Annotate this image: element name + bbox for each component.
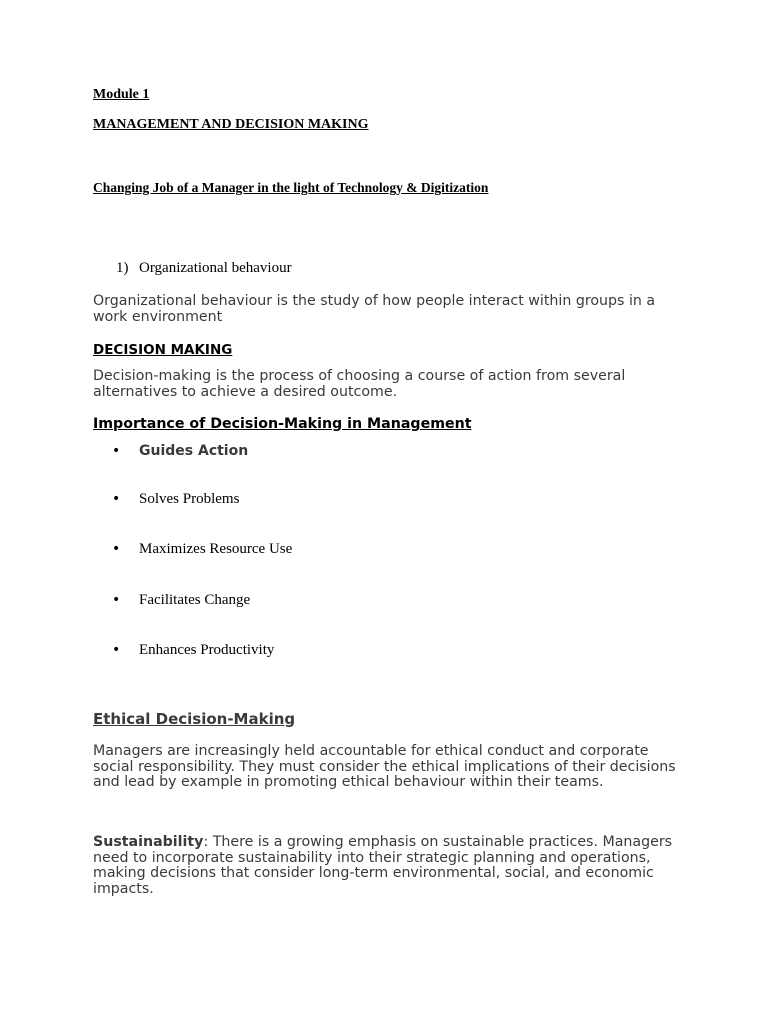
section-heading: Changing Job of a Manager in the light of Technology & Digitization: [93, 180, 489, 195]
list-item-text: Organizational behaviour: [139, 260, 292, 276]
bullet-icon: •: [112, 541, 121, 557]
bullet-text: Facilitates Change: [139, 592, 251, 608]
bullet-icon: •: [112, 592, 121, 608]
bullet-list-item: [112, 591, 250, 609]
bullet-icon: •: [112, 443, 121, 459]
bullet-list-item: [112, 442, 248, 460]
sustainability-text: : There is a growing emphasis on sustainable practices. Managers need to incorporate sustainability into their strategic planning and operations, making decisions that consider long-term environmental, social, and economic impacts.: [93, 834, 673, 897]
bullet-list-item: [112, 641, 274, 659]
module-label: Module 1: [93, 87, 150, 102]
document-title: MANAGEMENT AND DECISION MAKING: [93, 117, 369, 132]
sustainability-paragraph: [93, 835, 693, 897]
org-behaviour-paragraph: Organizational behaviour is the study of how people interact within groups in a work environment: [93, 293, 656, 325]
bullet-text: Enhances Productivity: [139, 642, 275, 658]
bullet-icon: •: [112, 642, 121, 658]
importance-heading: Importance of Decision-Making in Management: [93, 416, 472, 432]
numbered-list-item: [116, 260, 292, 277]
bullet-text: Maximizes Resource Use: [139, 541, 293, 557]
bullet-list-item: [112, 490, 239, 508]
decision-making-paragraph: Decision-making is the process of choosing a course of action from several alternatives to achieve a desired outcome.: [93, 368, 626, 400]
bullet-list-item: [112, 540, 292, 558]
bullet-icon: •: [112, 491, 121, 507]
ethical-decision-paragraph: Managers are increasingly held accountable for ethical conduct and corporate social responsibility. They must consider the ethical implications of their decisions and lead by example in promoting ethical behaviour within their teams.: [93, 743, 676, 790]
decision-making-heading: DECISION MAKING: [93, 342, 233, 358]
bullet-text: Solves Problems: [139, 491, 240, 507]
ethical-decision-heading: Ethical Decision-Making: [93, 710, 296, 728]
sustainability-term: Sustainability: [93, 834, 204, 850]
bullet-text: Guides Action: [139, 443, 249, 459]
list-number: 1): [116, 260, 129, 276]
